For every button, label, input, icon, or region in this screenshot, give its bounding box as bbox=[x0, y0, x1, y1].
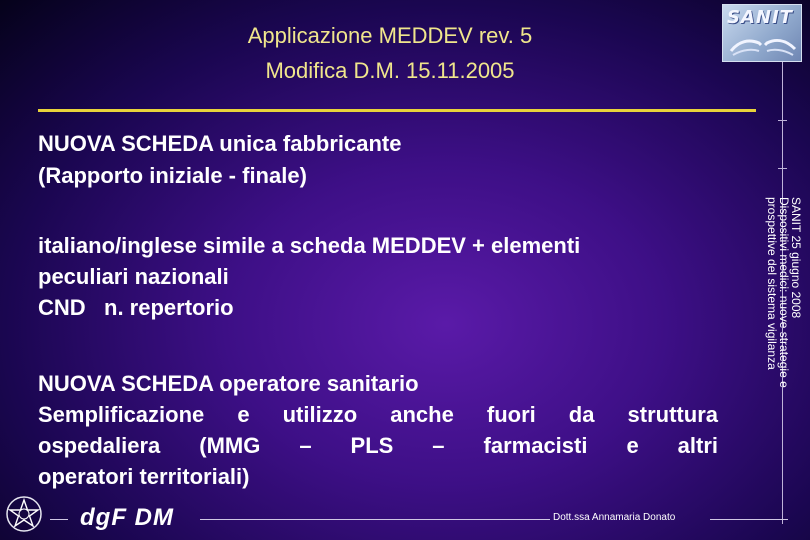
section-heading-line2: (Rapporto iniziale - finale) bbox=[38, 163, 307, 188]
operator-form-details bbox=[38, 368, 718, 492]
sidebar-caption bbox=[762, 197, 802, 467]
slide-title-line1: Applicazione MEDDEV rev. 5 bbox=[247, 23, 533, 48]
title-divider bbox=[38, 109, 756, 112]
sidebar-caption-line1: SANIT 25 giugno 2008 bbox=[789, 197, 803, 319]
dg-fdm-logo: dgF DM bbox=[80, 504, 174, 531]
manufacturer-form-details bbox=[38, 230, 738, 323]
footer-rule-left bbox=[50, 519, 68, 520]
hands-icon bbox=[729, 27, 797, 59]
block2-line2: Semplificazione e utilizzo anche fuori da struttura bbox=[38, 402, 718, 427]
block1-line3: CND n. repertorio bbox=[38, 295, 234, 320]
author-name: Dott.ssa Annamaria Donato bbox=[553, 512, 676, 523]
block1-line2: peculiari nazionali bbox=[38, 264, 229, 289]
slide-title-line2: Modifica D.M. 15.11.2005 bbox=[265, 58, 515, 83]
block2-line3: ospedaliera (MMG – PLS – farmacisti e altri bbox=[38, 433, 718, 458]
section-heading-line1: NUOVA SCHEDA unica fabbricante bbox=[38, 131, 402, 156]
italian-republic-emblem-icon bbox=[4, 492, 44, 536]
block2-line1: NUOVA SCHEDA operatore sanitario bbox=[38, 371, 419, 396]
block2-line4: operatori territoriali) bbox=[38, 464, 250, 489]
sanit-logo bbox=[722, 4, 802, 62]
side-rule-tick bbox=[778, 168, 787, 169]
side-rule-tick bbox=[778, 120, 787, 121]
sidebar-caption-line3: prospettive del sistema vigilanza bbox=[765, 197, 779, 370]
section-heading bbox=[38, 128, 401, 192]
sidebar-caption-line2: Dispositivi medici: nuove strategie e bbox=[777, 197, 791, 388]
sanit-logo-text: SANIT bbox=[727, 7, 793, 28]
block1-line1: italiano/inglese simile a scheda MEDDEV + elementi bbox=[38, 233, 581, 258]
footer-rule-middle bbox=[200, 519, 550, 520]
footer-rule-right bbox=[710, 519, 788, 520]
